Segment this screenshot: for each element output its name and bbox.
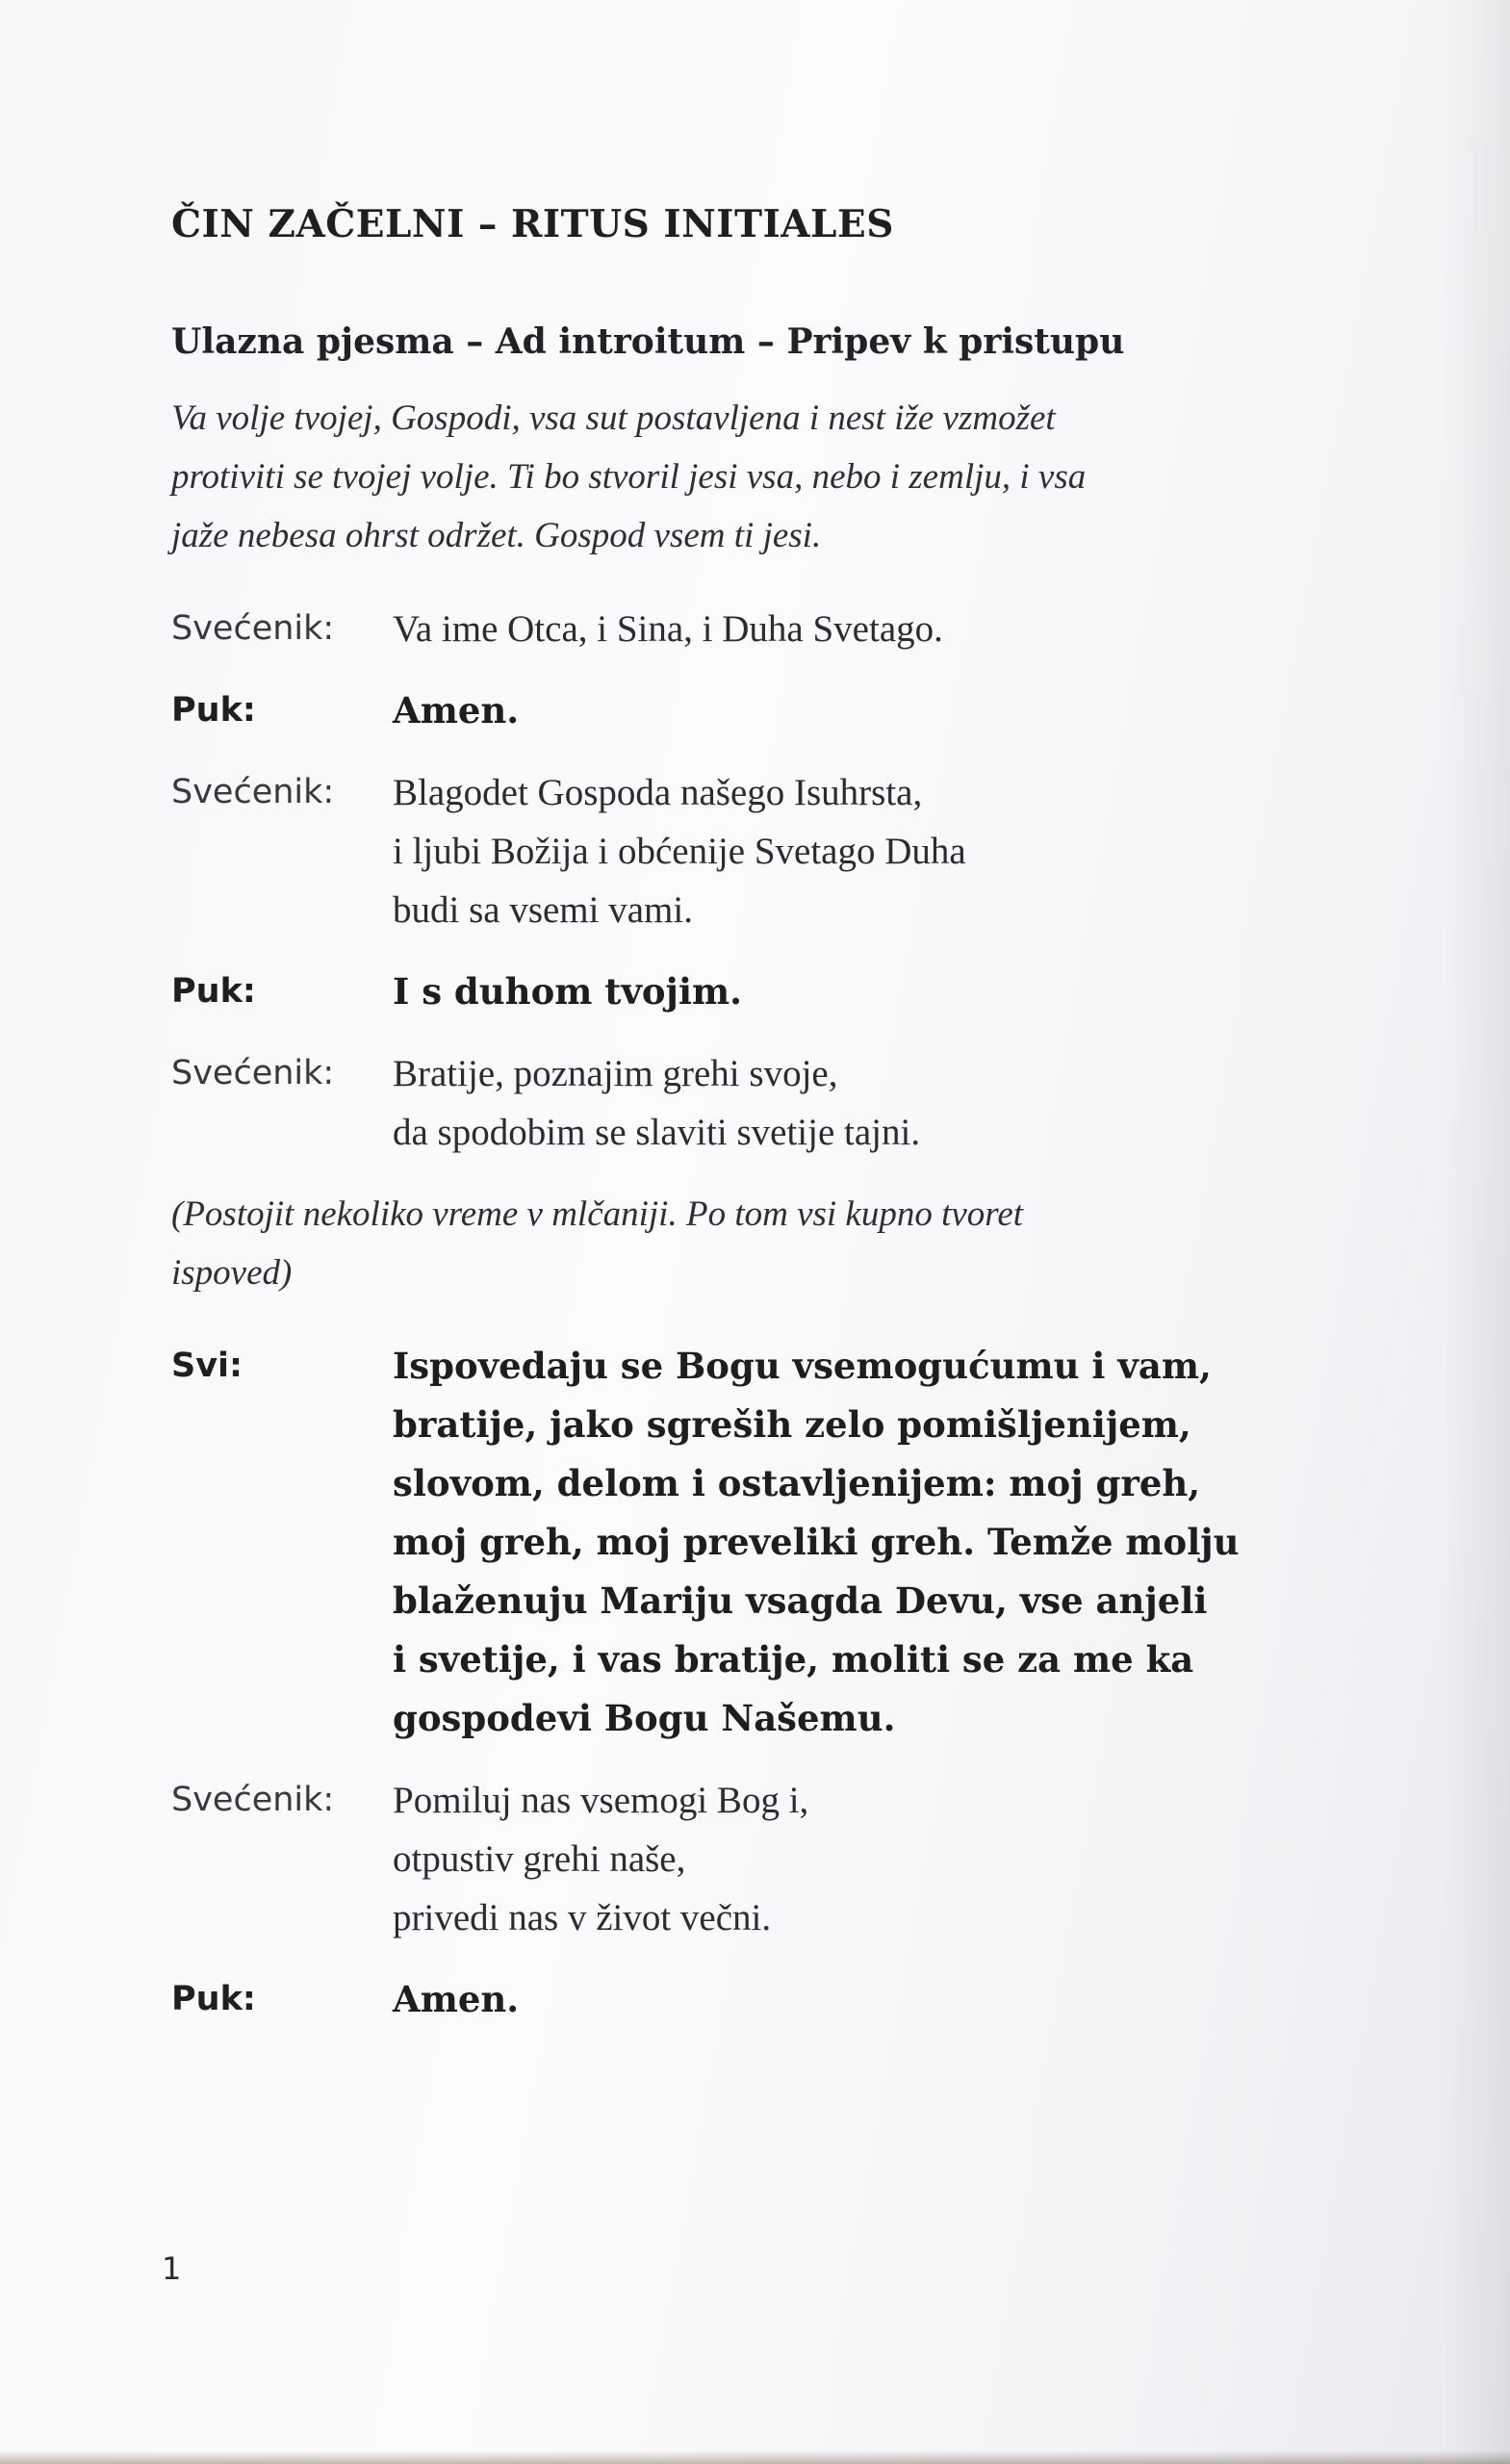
- dialogue-text: [393, 1970, 1278, 2029]
- speaker-label: Svećenik:: [171, 773, 335, 811]
- dialogue-line: Bratije, poznajim grehi svoje,: [393, 1053, 838, 1094]
- section-title: ČIN ZAČELNI – RITUS INITIALES: [171, 202, 894, 246]
- confession-line: moj greh, moj preveliki greh. Temže molju: [393, 1521, 1240, 1563]
- dialogue-row: [171, 1044, 1278, 1162]
- confession-row: [171, 1337, 1278, 1748]
- subtitle: Ulazna pjesma – Ad introitum – Pripev k pristupu: [171, 321, 1125, 362]
- dialogue-text: [393, 763, 1278, 939]
- confession-line: slovom, delom i ostavljenijem: moj greh,: [393, 1462, 1201, 1504]
- dialogue-line: Va ime Otca, i Sina, i Duha Svetago.: [393, 608, 943, 650]
- speaker-label: Puk:: [171, 691, 256, 730]
- speaker-label: Svećenik:: [171, 1781, 335, 1819]
- page-content: [171, 202, 1278, 2052]
- antiphon-line: jaže nebesa ohrst održet. Gospod vsem ti jesi.: [171, 516, 822, 555]
- dialogue-line: I s duhom tvojim.: [393, 970, 743, 1013]
- dialogue-line: Pomiluj nas vsemogi Bog i,: [393, 1780, 809, 1821]
- dialogue-row: [171, 1970, 1278, 2029]
- antiphon-line: Va volje tvojej, Gospodi, vsa sut postavljena i nest iže vzmožet: [171, 398, 1056, 438]
- dialogue-row: [171, 1771, 1278, 1947]
- rubric-line: ispoved): [171, 1253, 293, 1293]
- dialogue-row: [171, 763, 1278, 939]
- confession-line: i svetije, i vas bratije, moliti se za me ka: [393, 1638, 1194, 1681]
- dialogue-text: [393, 1771, 1278, 1947]
- rubric: [171, 1185, 1211, 1302]
- dialogue-row: [171, 681, 1278, 740]
- dialogue-line: i ljubi Božija i obćenije Svetago Duha: [393, 831, 966, 872]
- dialogue-line: Blagodet Gospoda našego Isuhrsta,: [393, 772, 923, 813]
- dialogue-line: otpustiv grehi naše,: [393, 1838, 686, 1880]
- dialogue-text: [393, 681, 1278, 740]
- dialogue-row: [171, 962, 1278, 1021]
- dialogue-text: [393, 1044, 1278, 1162]
- speaker-label: Puk:: [171, 972, 256, 1011]
- speaker-label: Svi:: [171, 1347, 243, 1385]
- dialogue-line: budi sa vsemi vami.: [393, 889, 693, 931]
- speaker-label: Svećenik:: [171, 1054, 335, 1092]
- page-edge-shadow: [0, 2451, 1510, 2464]
- dialogue-line: Amen.: [393, 689, 520, 732]
- speaker-label: Puk:: [171, 1980, 256, 2018]
- confession-text: [393, 1337, 1278, 1748]
- antiphon-line: protiviti se tvojej volje. Ti bo stvoril jesi vsa, nebo i zemlju, i vsa: [171, 457, 1087, 497]
- rubric-line: (Postojit nekoliko vreme v mlčaniji. Po tom vsi kupno tvoret: [171, 1194, 1024, 1234]
- speaker-label: Svećenik:: [171, 609, 335, 648]
- dialogue-line: Amen.: [393, 1978, 520, 2020]
- confession-line: blaženuju Mariju vsagda Devu, vse anjeli: [393, 1579, 1208, 1622]
- dialogue-text: [393, 600, 1278, 658]
- confession-line: bratije, jako sgreših zelo pomišljenijem,: [393, 1403, 1191, 1446]
- dialogue-line: da spodobim se slaviti svetije tajni.: [393, 1112, 921, 1153]
- page-number: 1: [162, 2250, 182, 2287]
- confession-line: Ispovedaju se Bogu vsemogućumu i vam,: [393, 1345, 1212, 1387]
- dialogue-text: [393, 962, 1278, 1021]
- entrance-antiphon: [171, 389, 1259, 565]
- confession-line: gospodevi Bogu Našemu.: [393, 1697, 896, 1739]
- dialogue-line: privedi nas v život večni.: [393, 1897, 772, 1938]
- dialogue-row: [171, 600, 1278, 658]
